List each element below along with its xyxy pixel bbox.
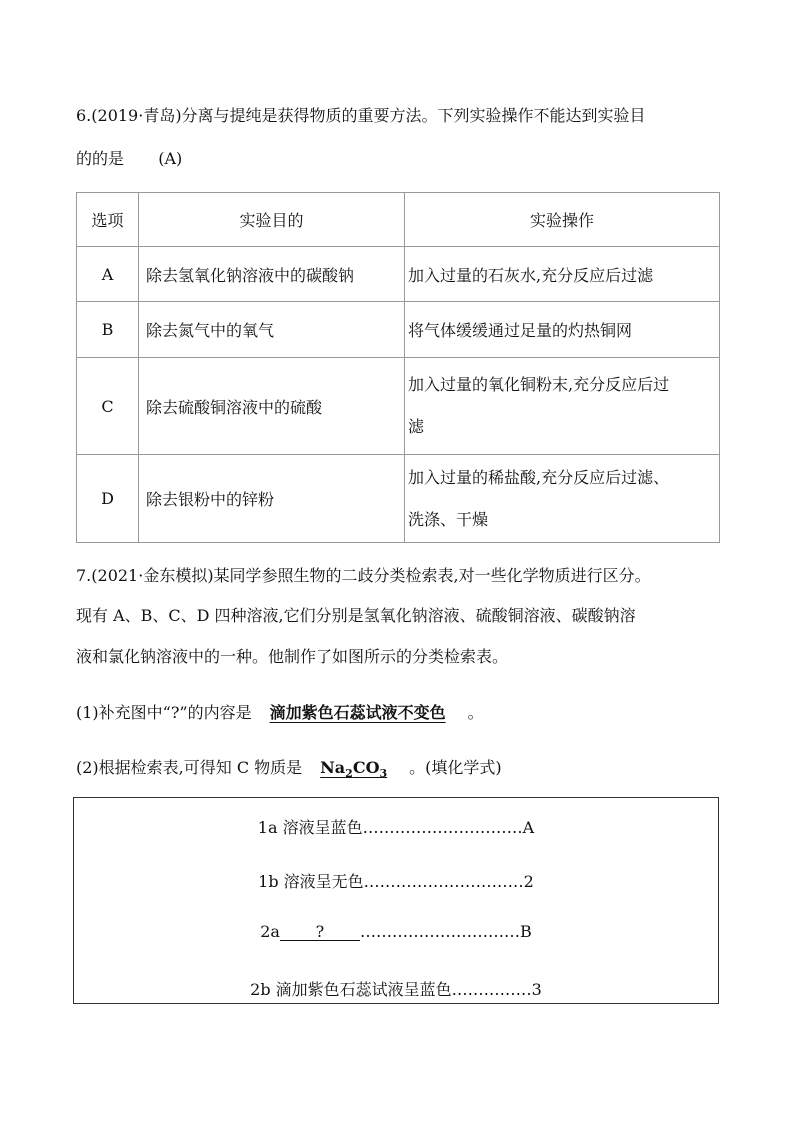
q7-stem-line3 bbox=[76, 647, 508, 667]
q7-sub1-prefix: (1)补充图中“?”的内容是 bbox=[76, 703, 252, 722]
table-row bbox=[77, 455, 720, 543]
header-purpose: 实验目的 bbox=[139, 193, 405, 247]
row-operation-line2: 滤 bbox=[408, 417, 425, 436]
row-operation-line1: 加入过量的石灰水,充分反应后过滤 bbox=[408, 265, 654, 285]
row-operation bbox=[405, 247, 720, 302]
q6-stem-text-1: 6.(2019·青岛)分离与提纯是获得物质的重要方法。下列实验操作不能达到实验目 bbox=[76, 106, 646, 125]
row-option: A bbox=[77, 247, 139, 302]
table-row bbox=[77, 302, 720, 358]
q7-sub2 bbox=[76, 758, 502, 784]
row-operation-line2: 洗涤、干燥 bbox=[408, 509, 489, 529]
row-purpose: 除去硫酸铜溶液中的硫酸 bbox=[139, 358, 405, 455]
q7-sub2-prefix: (2)根据检索表,可得知 C 物质是 bbox=[76, 758, 303, 777]
key-result: A bbox=[522, 818, 535, 837]
header-option: 选项 bbox=[77, 193, 139, 247]
key-result: B bbox=[519, 922, 532, 941]
key-dots: ………………………… bbox=[359, 922, 520, 941]
key-result: 2 bbox=[523, 872, 534, 891]
key-code: 2a bbox=[260, 922, 280, 941]
key-text: 溶液呈蓝色 bbox=[282, 818, 363, 837]
q7-sub2-answer bbox=[302, 758, 409, 781]
row-option: B bbox=[77, 302, 139, 358]
q6-stem-text-2: 的的是 bbox=[76, 149, 125, 168]
q7-sub1 bbox=[76, 703, 484, 723]
q6-stem-line1 bbox=[76, 106, 646, 126]
key-line-2a bbox=[74, 922, 718, 941]
row-operation-line1: 加入过量的稀盐酸,充分反应后过滤、 bbox=[408, 467, 670, 487]
q7-sub2-suffix: 。(填化学式) bbox=[409, 758, 502, 777]
row-operation bbox=[405, 358, 720, 455]
formula-sub-3: 3 bbox=[379, 767, 388, 781]
row-operation bbox=[405, 302, 720, 358]
q6-stem-line2 bbox=[76, 149, 182, 169]
table-row bbox=[77, 247, 720, 302]
key-result: 3 bbox=[531, 980, 542, 999]
q7-sub1-answer: 滴加紫色石蕊试液不变色 bbox=[269, 703, 446, 722]
q7-stem-text-3: 液和氯化钠溶液中的一种。他制作了如图所示的分类检索表。 bbox=[76, 647, 509, 666]
table-row bbox=[77, 358, 720, 455]
row-operation-line1: 加入过量的氧化铜粉末,充分反应后过 bbox=[408, 375, 670, 394]
q7-stem-line2 bbox=[76, 606, 636, 626]
q6-table bbox=[76, 192, 720, 543]
formula-sub-2: 2 bbox=[345, 767, 353, 781]
key-code: 2b bbox=[250, 980, 271, 999]
row-operation bbox=[405, 455, 720, 543]
key-line-1a bbox=[74, 815, 718, 838]
row-purpose: 除去银粉中的锌粉 bbox=[139, 455, 405, 543]
q7-stem-line1 bbox=[76, 566, 651, 586]
key-dots: …………… bbox=[451, 980, 532, 999]
q6-table-header-row bbox=[77, 193, 720, 247]
header-operation: 实验操作 bbox=[405, 193, 720, 247]
key-dots: ………………………… bbox=[362, 818, 523, 837]
row-option: C bbox=[77, 358, 139, 455]
q7-stem-text-1: 7.(2021·金东模拟)某同学参照生物的二歧分类检索表,对一些化学物质进行区分。 bbox=[76, 566, 651, 585]
key-dots: ………………………… bbox=[363, 872, 524, 891]
row-operation-line1: 将气体缓缓通过足量的灼热铜网 bbox=[408, 321, 633, 340]
key-text: 滴加紫色石蕊试液呈蓝色 bbox=[275, 980, 452, 999]
key-blank: ? bbox=[280, 923, 360, 941]
key-code: 1b bbox=[258, 872, 279, 891]
q6-answer: (A) bbox=[158, 149, 183, 168]
row-purpose: 除去氮气中的氧气 bbox=[139, 302, 405, 358]
key-text: 溶液呈无色 bbox=[283, 872, 364, 891]
q7-stem-text-2: 现有 A、B、C、D 四种溶液,它们分别是氢氧化钠溶液、硫酸铜溶液、碳酸钠溶 bbox=[76, 606, 636, 625]
key-line-1b bbox=[74, 869, 718, 892]
key-line-2b bbox=[74, 977, 718, 1000]
formula-co: CO bbox=[352, 758, 380, 777]
q7-sub1-suffix: 。 bbox=[467, 703, 484, 722]
dichotomous-key-box bbox=[73, 797, 719, 1004]
row-option: D bbox=[77, 455, 139, 543]
row-purpose: 除去氢氧化钠溶液中的碳酸钠 bbox=[139, 247, 405, 302]
key-code: 1a bbox=[257, 818, 278, 837]
formula-na: Na bbox=[320, 758, 346, 777]
